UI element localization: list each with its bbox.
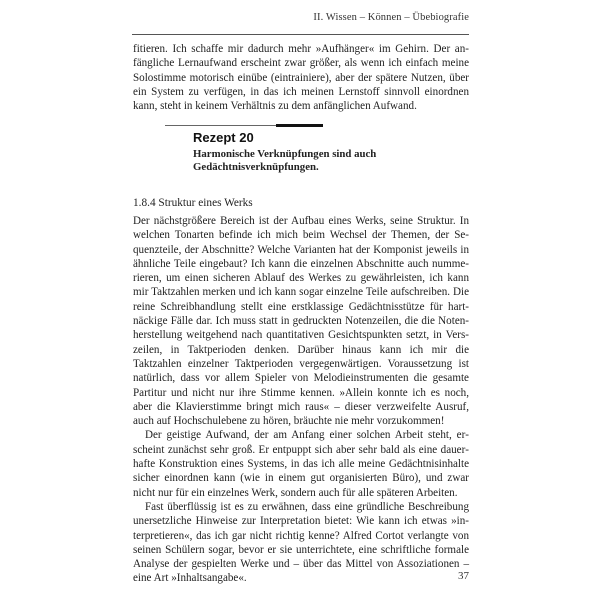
section-heading: 1.8.4 Struktur eines Werks (133, 197, 253, 209)
page-number: 37 (458, 570, 469, 582)
recipe-title: Rezept 20 (193, 130, 254, 145)
section-paragraph-1: Der nächstgrößere Bereich ist der Aufbau eines Werks, seine Struktur. In welchen Tonarten befinde ich mich beim Wechsel der Themen, der Sequenzteile, der Abschnitte? Welche Varianten hat der Komponist jeweils in ähnliche Teile eingebaut? Ich kann die einzelnen Abschnitte auch nummerieren, um einen sicheren Ablauf des Werkes zu gewährleisten, ich kann mir Taktzahlen merken und ich kann sogar einzelne Teile aufschreiben. Die reine Schreibhandlung stellt eine erstklassige Gedächtnisstütze für hartnäckige Fälle dar. Ich muss statt in gedruckten Notenzeilen, die die Notenherstellung weitgehend nach quantitativen Gesichtspunkten setzt, in Verszeilen, in Taktperioden denken. Darüber hinaus kann ich mir die Taktzahlen einzelner Taktperioden vergegenwärtigen. Voraussetzung ist natürlich, dass vor allem Spieler von Melodieinstrumenten die gesamte Partitur und nicht nur ihre Stimme kennen. »Allein konnte ich es noch, aber die Klavierstimme bringt mich raus« – dieser verzweifelte Ausruf, auch auf Hochschulebene zu hören, bräuchte nie mehr vorzukommen! (133, 215, 469, 428)
header-rule (132, 34, 469, 35)
recipe-text: Harmonische Verknüpfungen sind auch Gedächtnisverknüpfungen. (193, 148, 377, 173)
section-paragraph-3: Fast überflüssig ist es zu erwähnen, dass eine gründliche Beschreibung unersetzliche Hinweise zur Interpretation bietet: Wie kann ich etwas »interpretieren«, das ich gar nicht richtig kenne? Alfred Cortot verlangte von seinen Schülern sogar, bevor er sie unterrichtete, eine schriftliche formale Analyse der gespielten Werke und – über das Mittel von Assoziationen – eine Art »Inhaltsangabe«. (133, 500, 469, 585)
intro-paragraph: fitieren. Ich schaffe mir dadurch mehr »Aufhänger« im Gehirn. Der anfängliche Lernaufwand erscheint zwar größer, als wenn ich einfach meine Solostimme motorisch einübe (eintrainiere), aber der spätere Nutzen, über ein System zu verfügen, in das ich meinen Lernstoff sinnvoll einordnen kann, steht in keinem Verhältnis zu dem anfänglichen Aufwand. (133, 43, 469, 113)
intro-paragraph-block (133, 42, 469, 113)
section-body (133, 214, 469, 586)
running-head: II. Wissen – Können – Übebiografie (313, 12, 469, 23)
section-paragraph-2: Der geistige Aufwand, der am Anfang einer solchen Arbeit steht, erscheint zunächst sehr groß. Er entpuppt sich aber sehr bald als eine dauerhafte Konstruktion eines Systems, in das ich alle meine Gedächtnisinhalte sicher einordnen kann (wie in einem gut organisierten Büro), und zwar nicht nur für ein einzelnes Werk, sondern auch für alle späteren Arbeiten. (133, 429, 469, 499)
recipe-rule-thick (276, 124, 323, 127)
recipe-rule-thin (165, 125, 277, 126)
